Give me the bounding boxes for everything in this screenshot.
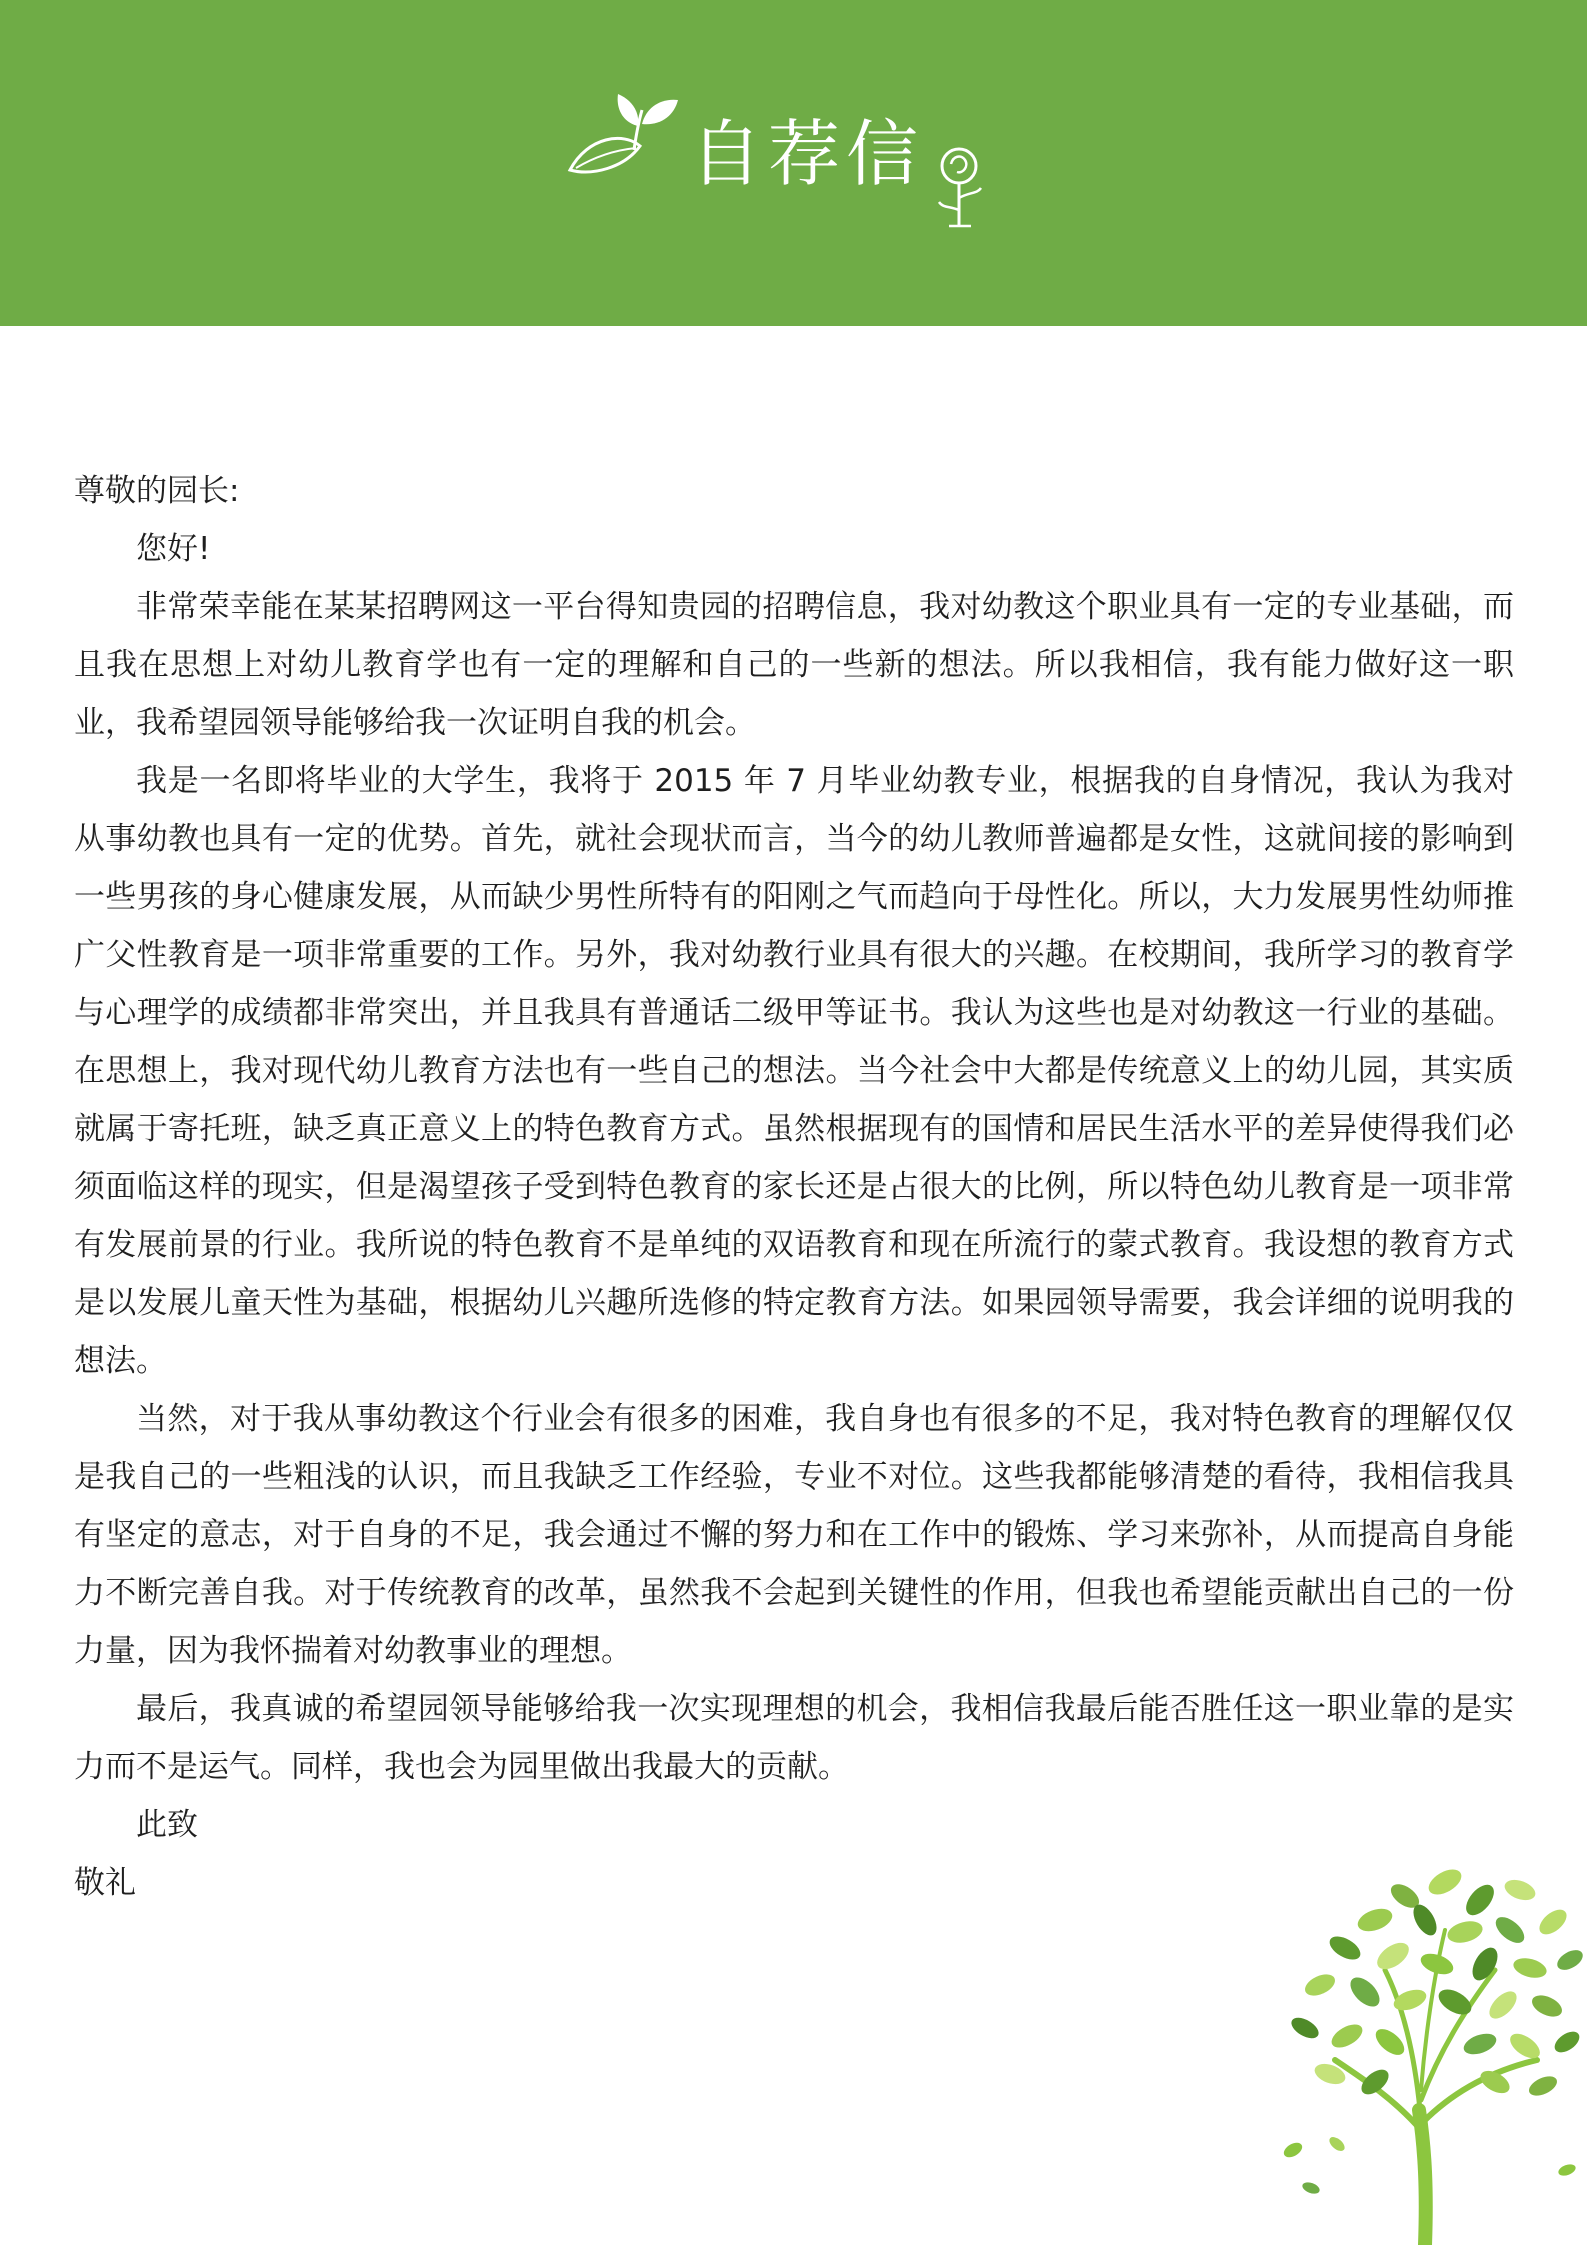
paragraph-conclusion: 最后，我真诚的希望园领导能够给我一次实现理想的机会，我相信我最后能否胜任这一职业靠的是实力而不是运气。同样，我也会为园里做出我最大的贡献。 xyxy=(74,1691,1514,1785)
greeting: 您好! xyxy=(136,531,211,567)
page-title: 自荐信 xyxy=(690,112,925,196)
salutation: 尊敬的园长: xyxy=(74,473,240,509)
closing: 此致 xyxy=(136,1807,198,1843)
header-banner xyxy=(0,0,1587,326)
regards: 敬礼 xyxy=(74,1865,136,1901)
bulb-sprout-icon xyxy=(935,138,995,228)
paragraph-background: 我是一名即将毕业的大学生，我将于 2015 年 7 月毕业幼教专业，根据我的自身情况，我认为我对从事幼教也具有一定的优势。首先，就社会现状而言，当今的幼儿教师普遍都是女性，这就间接的影响到一些男孩的身心健康发展，从而缺少男性所特有的阳刚之气而趋向于母性化。所以，大力发展男性幼师推广父性教育是一项非常重要的工作。另外，我对幼教行业具有很大的兴趣。在校期间，我所学习的教育学与心理学的成绩都非常突出，并且我具有普通话二级甲等证书。我认为这些也是对幼教这一行业的基础。在思想上，我对现代幼儿教育方法也有一些自己的想法。当今社会中大都是传统意义上的幼儿园，其实质就属于寄托班，缺乏真正意义上的特色教育方式。虽然根据现有的国情和居民生活水平的差异使得我们必须面临这样的现实，但是渴望孩子受到特色教育的家长还是占很大的比例，所以特色幼儿教育是一项非常有发展前景的行业。我所说的特色教育不是单纯的双语教育和现在所流行的蒙式教育。我设想的教育方式是以发展儿童天性为基础，根据幼儿兴趣所选修的特定教育方法。如果园领导需要，我会详细的说明我的想法。 xyxy=(74,763,1514,1379)
paragraph-challenges: 当然，对于我从事幼教这个行业会有很多的困难，我自身也有很多的不足，我对特色教育的理解仅仅是我自己的一些粗浅的认识，而且我缺乏工作经验，专业不对位。这些我都能够清楚的看待，我相信我具有坚定的意志，对于自身的不足，我会通过不懈的努力和在工作中的锻炼、学习来弥补，从而提高自身能力不断完善自我。对于传统教育的改革，虽然我不会起到关键性的作用，但我也希望能贡献出自己的一份力量，因为我怀揣着对幼教事业的理想。 xyxy=(74,1401,1514,1669)
leaf-sprout-icon xyxy=(566,88,681,183)
cover-letter-body xyxy=(74,462,1514,1912)
green-tree-icon xyxy=(1275,1860,1587,2245)
paragraph-intro: 非常荣幸能在某某招聘网这一平台得知贵园的招聘信息，我对幼教这个职业具有一定的专业基础，而且我在思想上对幼儿教育学也有一定的理解和自己的一些新的想法。所以我相信，我有能力做好这一职业，我希望园领导能够给我一次证明自我的机会。 xyxy=(74,589,1514,741)
